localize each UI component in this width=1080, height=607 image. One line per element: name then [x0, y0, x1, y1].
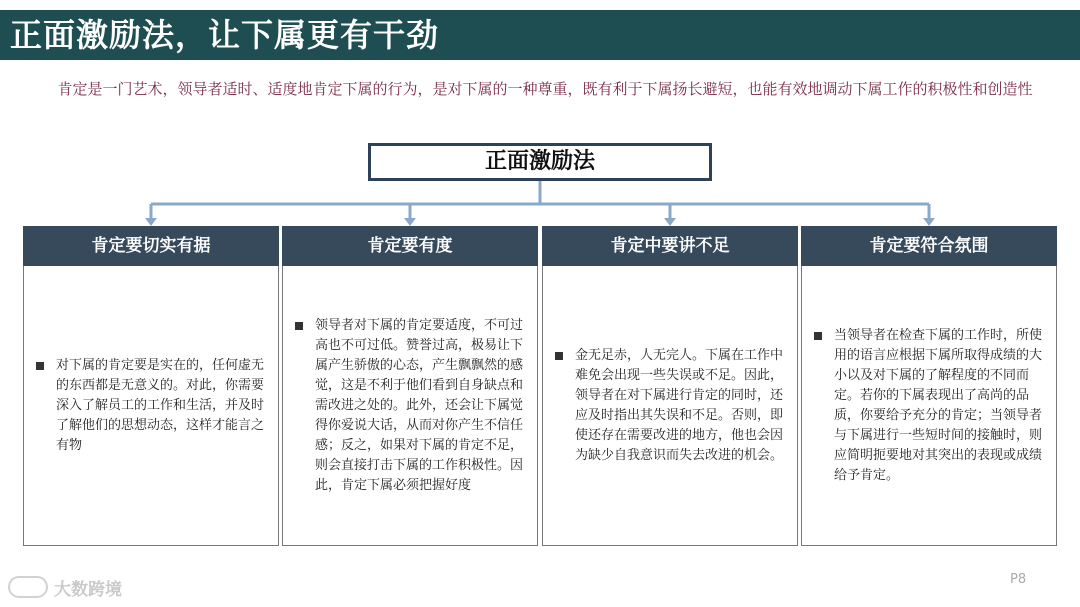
main-concept-box: 正面激励法 — [368, 143, 712, 181]
column-text: 金无足赤，人无完人。下属在工作中难免会出现一些失误或不足。因此，领导者在对下属进行肯定的同时，还应及时指出其失误和不足。否则，即使还存在需要改进的地方，他也会因为缺少自我意识而失去改进的机会。 — [575, 347, 784, 463]
column-2 — [282, 226, 538, 546]
column-body — [282, 266, 538, 546]
column-4 — [801, 226, 1057, 546]
column-body — [23, 266, 279, 546]
page-number: P8 — [1010, 572, 1027, 587]
column-body — [801, 266, 1057, 546]
page-title: 正面激励法，让下属更有干劲 — [0, 10, 1080, 60]
column-text: 当领导者在检查下属的工作时，所使用的语言应根据下属所取得成绩的大小以及对下属的了解程度的不同而定。若你的下属表现出了高尚的品质，你要给予充分的肯定；当领导者与下属进行一些短时间的接触时，则应简明扼要地对其突出的表现或成绩给予肯定。 — [834, 327, 1043, 483]
square-bullet-icon — [295, 322, 303, 330]
column-1 — [23, 226, 279, 546]
square-bullet-icon — [36, 362, 44, 370]
square-bullet-icon — [555, 352, 563, 360]
column-text: 领导者对下属的肯定要适度，不可过高也不可过低。赞誉过高，极易让下属产生骄傲的心态，产生飘飘然的感觉，这是不利于他们看到自身缺点和需改进之处的。此外，还会让下属觉得你爱说大话，从而对你产生不信任感；反之，如果对下属的肯定不足，则会直接打击下属的工作积极性。因此，肯定下属必须把握好度 — [315, 317, 524, 493]
column-header: 肯定要符合氛围 — [801, 226, 1057, 266]
logo-text: 大数跨境 — [54, 579, 122, 600]
column-header: 肯定要有度 — [282, 226, 538, 266]
square-bullet-icon — [814, 332, 822, 340]
logo-icon — [8, 576, 48, 598]
column-body — [542, 266, 798, 546]
column-3 — [542, 226, 798, 546]
column-header: 肯定中要讲不足 — [542, 226, 798, 266]
column-header: 肯定要切实有据 — [23, 226, 279, 266]
watermark-logo — [8, 576, 122, 598]
intro-text: 肯定是一门艺术，领导者适时、适度地肯定下属的行为，是对下属的一种尊重，既有利于下属扬长避短，也能有效地调动下属工作的积极性和创造性 — [57, 80, 1033, 98]
column-text: 对下属的肯定要是实在的，任何虚无的东西都是无意义的。对此，你需要深入了解员工的工作和生活，并及时了解他们的思想动态，这样才能言之有物 — [56, 357, 265, 453]
